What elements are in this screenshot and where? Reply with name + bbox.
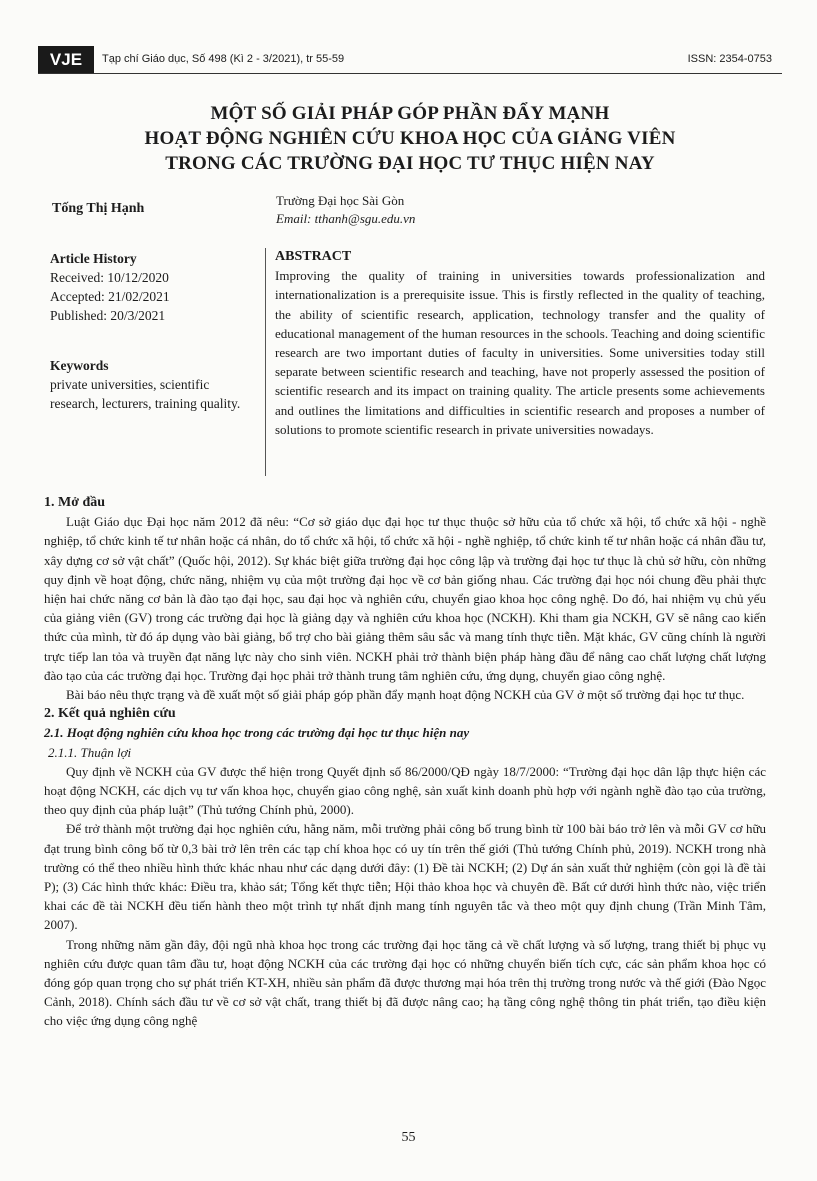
author-affiliation-block bbox=[276, 192, 415, 228]
received-date: Received: 10/12/2020 bbox=[50, 270, 169, 285]
column-divider bbox=[265, 248, 266, 476]
paragraph: Bài báo nêu thực trạng và đề xuất một số giải pháp góp phần đẩy mạnh hoạt động NCKH của GV ở một số trường đại học tư thục. bbox=[66, 687, 745, 703]
author-name: Tống Thị Hạnh bbox=[52, 201, 145, 216]
keywords-block bbox=[50, 356, 250, 413]
paragraph: Để trở thành một trường đại học nghiên cứu, hằng năm, mỗi trường phải công bố trung bình từ 100 bài báo trở lên và mỗi GV cơ hữu đạt trung bình công bố từ 0,3 bài trở lên trên các tạp chí khoa học có uy tín trên thế giới (Thủ tướng Chính phủ, 2019). NCKH trong nhà trường có thể theo nhiều hình thức khác nhau như các dạng dưới đây: (1) Đề tài NCKH; (2) Dự án sản xuất thử nghiệm (còn gọi là đề tài P); (3) Các hình thức khác: Điều tra, khảo sát; Tổng kết thực tiễn; Hội thảo khoa học và chuyên đề. Bất cứ dưới hình thức nào, việc triển khai các đề tài NCKH đều tiến hành theo một trình tự nhất định mang tính nguyên tắc và theo một quy định chung (Trần Minh Tâm, 2007). bbox=[44, 821, 766, 933]
journal-logo: VJE bbox=[38, 46, 94, 74]
section-heading-introduction: 1. Mở đầu bbox=[44, 495, 106, 510]
journal-header bbox=[38, 46, 782, 74]
section-heading-results: 2. Kết quả nghiên cứu bbox=[44, 706, 176, 722]
abstract-text: Improving the quality of training in universities towards professionalization and internationalization is a prerequisite issue. This is firstly reflected in the quality of teaching, the ability of scientific research, application, technology transfer and the quality of educational management of the human resources in the schools. Teaching and doing scientific research are two important duties of faculty in universities. Some universities today still separate between scientific research and teaching, have not properly assessed the position of scientific research and its impact on training quality. The article presents some achievements and outlines the limitations and difficulties in scientific research and proposes a number of solutions to promote scientific research in private universities nowadays. bbox=[275, 268, 765, 437]
abstract-heading: ABSTRACT bbox=[275, 249, 352, 264]
keywords-heading: Keywords bbox=[50, 358, 109, 373]
issn: ISSN: 2354-0753 bbox=[687, 53, 772, 65]
accepted-date: Accepted: 21/02/2021 bbox=[50, 289, 170, 304]
affiliation: Trường Đại học Sài Gòn bbox=[276, 193, 405, 208]
article-history bbox=[50, 249, 170, 325]
history-heading: Article History bbox=[50, 251, 137, 266]
journal-citation: Tạp chí Giáo dục, Số 498 (Kì 2 - 3/2021), tr 55-59 bbox=[102, 53, 345, 65]
article-title bbox=[60, 101, 760, 176]
published-date: Published: 20/3/2021 bbox=[50, 308, 166, 323]
article-body bbox=[44, 493, 766, 1031]
title-line-3: TRONG CÁC TRƯỜNG ĐẠI HỌC TƯ THỤC HIỆN NAY bbox=[165, 153, 655, 174]
keywords-text: private universities, scientific research, lecturers, training quality. bbox=[50, 377, 241, 411]
author-email: Email: tthanh@sgu.edu.vn bbox=[276, 211, 416, 226]
title-line-2: HOẠT ĐỘNG NGHIÊN CỨU KHOA HỌC CỦA GIẢNG VIÊN bbox=[144, 128, 676, 149]
subsubsection-heading: 2.1.1. Thuận lợi bbox=[48, 744, 132, 760]
paragraph: Trong những năm gần đây, đội ngũ nhà khoa học trong các trường đại học tăng cả về chất lượng và số lượng, trang thiết bị phục vụ nghiên cứu được quan tâm đầu tư, hoạt động NCKH của các trường đại học có những chuyển biến tích cực, các sản phẩm khoa học có đóng góp quan trọng cho sự phát triển KT-XH, nhiều sản phẩm đã được thương mại hóa trên thị trường trong nước và thế giới (Đào Ngọc Cảnh, 2018). Chính sách đầu tư về cơ sở vật chất, trang thiết bị đã được nâng cao; hạ tầng công nghệ thông tin phát triển, tạo điều kiện cho việc ứng dụng công nghệ bbox=[44, 936, 766, 1029]
header-divider bbox=[38, 73, 782, 74]
title-line-1: MỘT SỐ GIẢI PHÁP GÓP PHẦN ĐẨY MẠNH bbox=[210, 103, 610, 124]
paragraph: Quy định về NCKH của GV được thể hiện trong Quyết định số 86/2000/QĐ ngày 18/7/2000: “Trường đại học dân lập thực hiện các hoạt động NCKH, các dịch vụ tư vấn khoa học, chuyển giao công nghệ, sản xuất kinh doanh phù hợp với ngành nghề đào tạo của trường, theo quy định của pháp luật” (Thủ tướng Chính phủ, 2000). bbox=[44, 763, 766, 818]
page-number: 55 bbox=[401, 1130, 416, 1145]
subsection-heading: 2.1. Hoạt động nghiên cứu khoa học trong các trường đại học tư thục hiện nay bbox=[44, 725, 470, 741]
abstract-block bbox=[275, 247, 765, 439]
paragraph: Luật Giáo dục Đại học năm 2012 đã nêu: “Cơ sở giáo dục đại học tư thục thuộc sở hữu của tổ chức xã hội, tổ chức xã hội - nghề nghiệp, tổ chức kinh tế tư nhân hoặc cá nhân, do tổ chức xã hội, tổ chức xã hội - nghề nghiệp, tổ chức kinh tế tư nhân hoặc cá nhân đầu tư, xây dựng cơ sở vật chất” (Quốc hội, 2012). Sự khác biệt giữa trường đại học công lập và trường đại học tư thục là chủ sở hữu, còn những quy định về hoạt động, chức năng, nhiệm vụ của một trường đại học về cơ bản giống nhau. Các trường đại học nói chung đều phải thực hiện hai chức năng cơ bản là đào tạo đại học, sau đại học và nghiên cứu, chuyển giao khoa học công nghệ. Do đó, hai nhiệm vụ chủ yếu của giảng viên (GV) trong các trường đại học là giảng dạy và nghiên cứu khoa học (NCKH). Khi tham gia NCKH, GV sẽ nâng cao kiến thức của mình, từ đó áp dụng vào bài giảng, bổ trợ cho bài giảng thêm sâu sắc và mang tính thực tiễn. Mặt khác, GV cũng chính là người trực tiếp lan tỏa và truyền đạt năng lực này cho sinh viên. NCKH phải trở thành biện pháp hàng đầu để nâng cao chất lượng chất lượng đào tạo của các trường đại học. Trường đại học phải trở thành trung tâm nghiên cứu, ứng dụng, chuyển giao công nghệ. bbox=[44, 514, 766, 683]
